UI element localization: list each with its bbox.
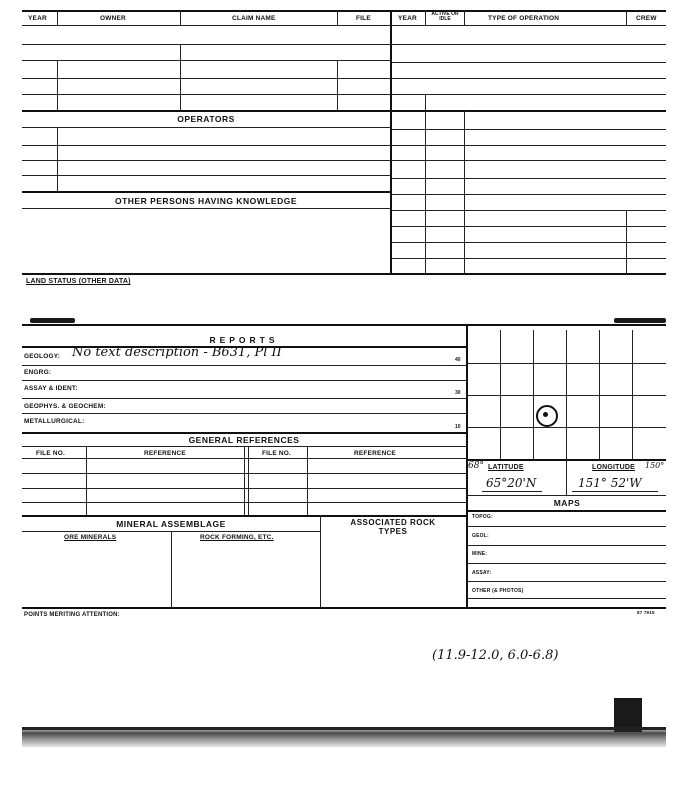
other-persons-title: OTHER PERSONS HAVING KNOWLEDGE bbox=[114, 196, 298, 206]
land-status-label: LAND STATUS (OTHER DATA) bbox=[26, 278, 131, 285]
geology-label: GEOLOGY: bbox=[24, 353, 61, 360]
ref-col-reference-2: REFERENCE bbox=[354, 450, 396, 457]
header-year-2: YEAR bbox=[398, 15, 417, 22]
points-meriting-attention: POINTS MERITING ATTENTION: bbox=[24, 612, 120, 618]
scan-noise-line bbox=[22, 727, 666, 730]
reports-title: REPORTS bbox=[209, 335, 279, 345]
geophys-label: GEOPHYS. & GEOCHEM: bbox=[24, 403, 106, 410]
longitude-suffix: 150° bbox=[645, 461, 665, 470]
ref-col-reference: REFERENCE bbox=[144, 450, 186, 457]
geology-num: 40 bbox=[455, 357, 461, 363]
operators-title: OPERATORS bbox=[177, 114, 235, 124]
handwritten-note: (11.9-12.0, 6.0-6.8) bbox=[432, 648, 559, 663]
latitude-prefix: 68° bbox=[468, 461, 484, 471]
associated-rock-types: ASSOCIATED ROCK TYPES bbox=[350, 518, 436, 536]
latitude-label: LATITUDE bbox=[488, 464, 524, 471]
longitude-label: LONGITUDE bbox=[592, 464, 636, 471]
maps-topog: TOPOG: bbox=[472, 514, 493, 520]
maps-other: OTHER (& PHOTOS) bbox=[472, 588, 524, 594]
location-dot bbox=[543, 412, 548, 417]
header-file: FILE bbox=[356, 15, 371, 22]
metallurgical-label: METALLURGICAL: bbox=[24, 418, 85, 425]
scan-mark-right bbox=[614, 318, 666, 323]
scan-noise-band bbox=[22, 727, 666, 747]
mineral-assemblage-title: MINERAL ASSEMBLAGE bbox=[116, 519, 226, 529]
header-year: YEAR bbox=[28, 15, 47, 22]
longitude-value: 151° 52'W bbox=[578, 476, 642, 490]
maps-mine: MINE: bbox=[472, 551, 488, 557]
header-claim-name: CLAIM NAME bbox=[232, 15, 276, 22]
metallurgical-num: 10 bbox=[455, 424, 461, 430]
latitude-value: 65°20'N bbox=[486, 476, 537, 490]
header-crew: CREW bbox=[636, 15, 657, 22]
general-references-title: GENERAL REFERENCES bbox=[188, 435, 300, 445]
rock-forming-label: ROCK FORMING, ETC. bbox=[200, 534, 274, 541]
ore-minerals-label: ORE MINERALS bbox=[64, 534, 117, 541]
assay-num: 30 bbox=[455, 390, 461, 396]
assay-label: ASSAY & IDENT: bbox=[24, 385, 78, 392]
header-owner: OWNER bbox=[100, 15, 126, 22]
scan-mark-left bbox=[30, 318, 75, 323]
header-type-of-operation: TYPE OF OPERATION bbox=[488, 15, 560, 22]
geology-value: No text description - B631, Pl II bbox=[72, 345, 282, 360]
maps-title: MAPS bbox=[553, 498, 581, 508]
header-active-or-idle: ACTIVE OR IDLE bbox=[431, 11, 459, 22]
ref-col-file-no: FILE NO. bbox=[36, 450, 66, 457]
maps-geol: GEOL: bbox=[472, 533, 489, 539]
engrg-label: ENGRG: bbox=[24, 369, 52, 376]
maps-assay: ASSAY: bbox=[472, 570, 492, 576]
form-number: 87 7915 bbox=[637, 610, 655, 615]
ref-col-file-no-2: FILE NO. bbox=[262, 450, 292, 457]
